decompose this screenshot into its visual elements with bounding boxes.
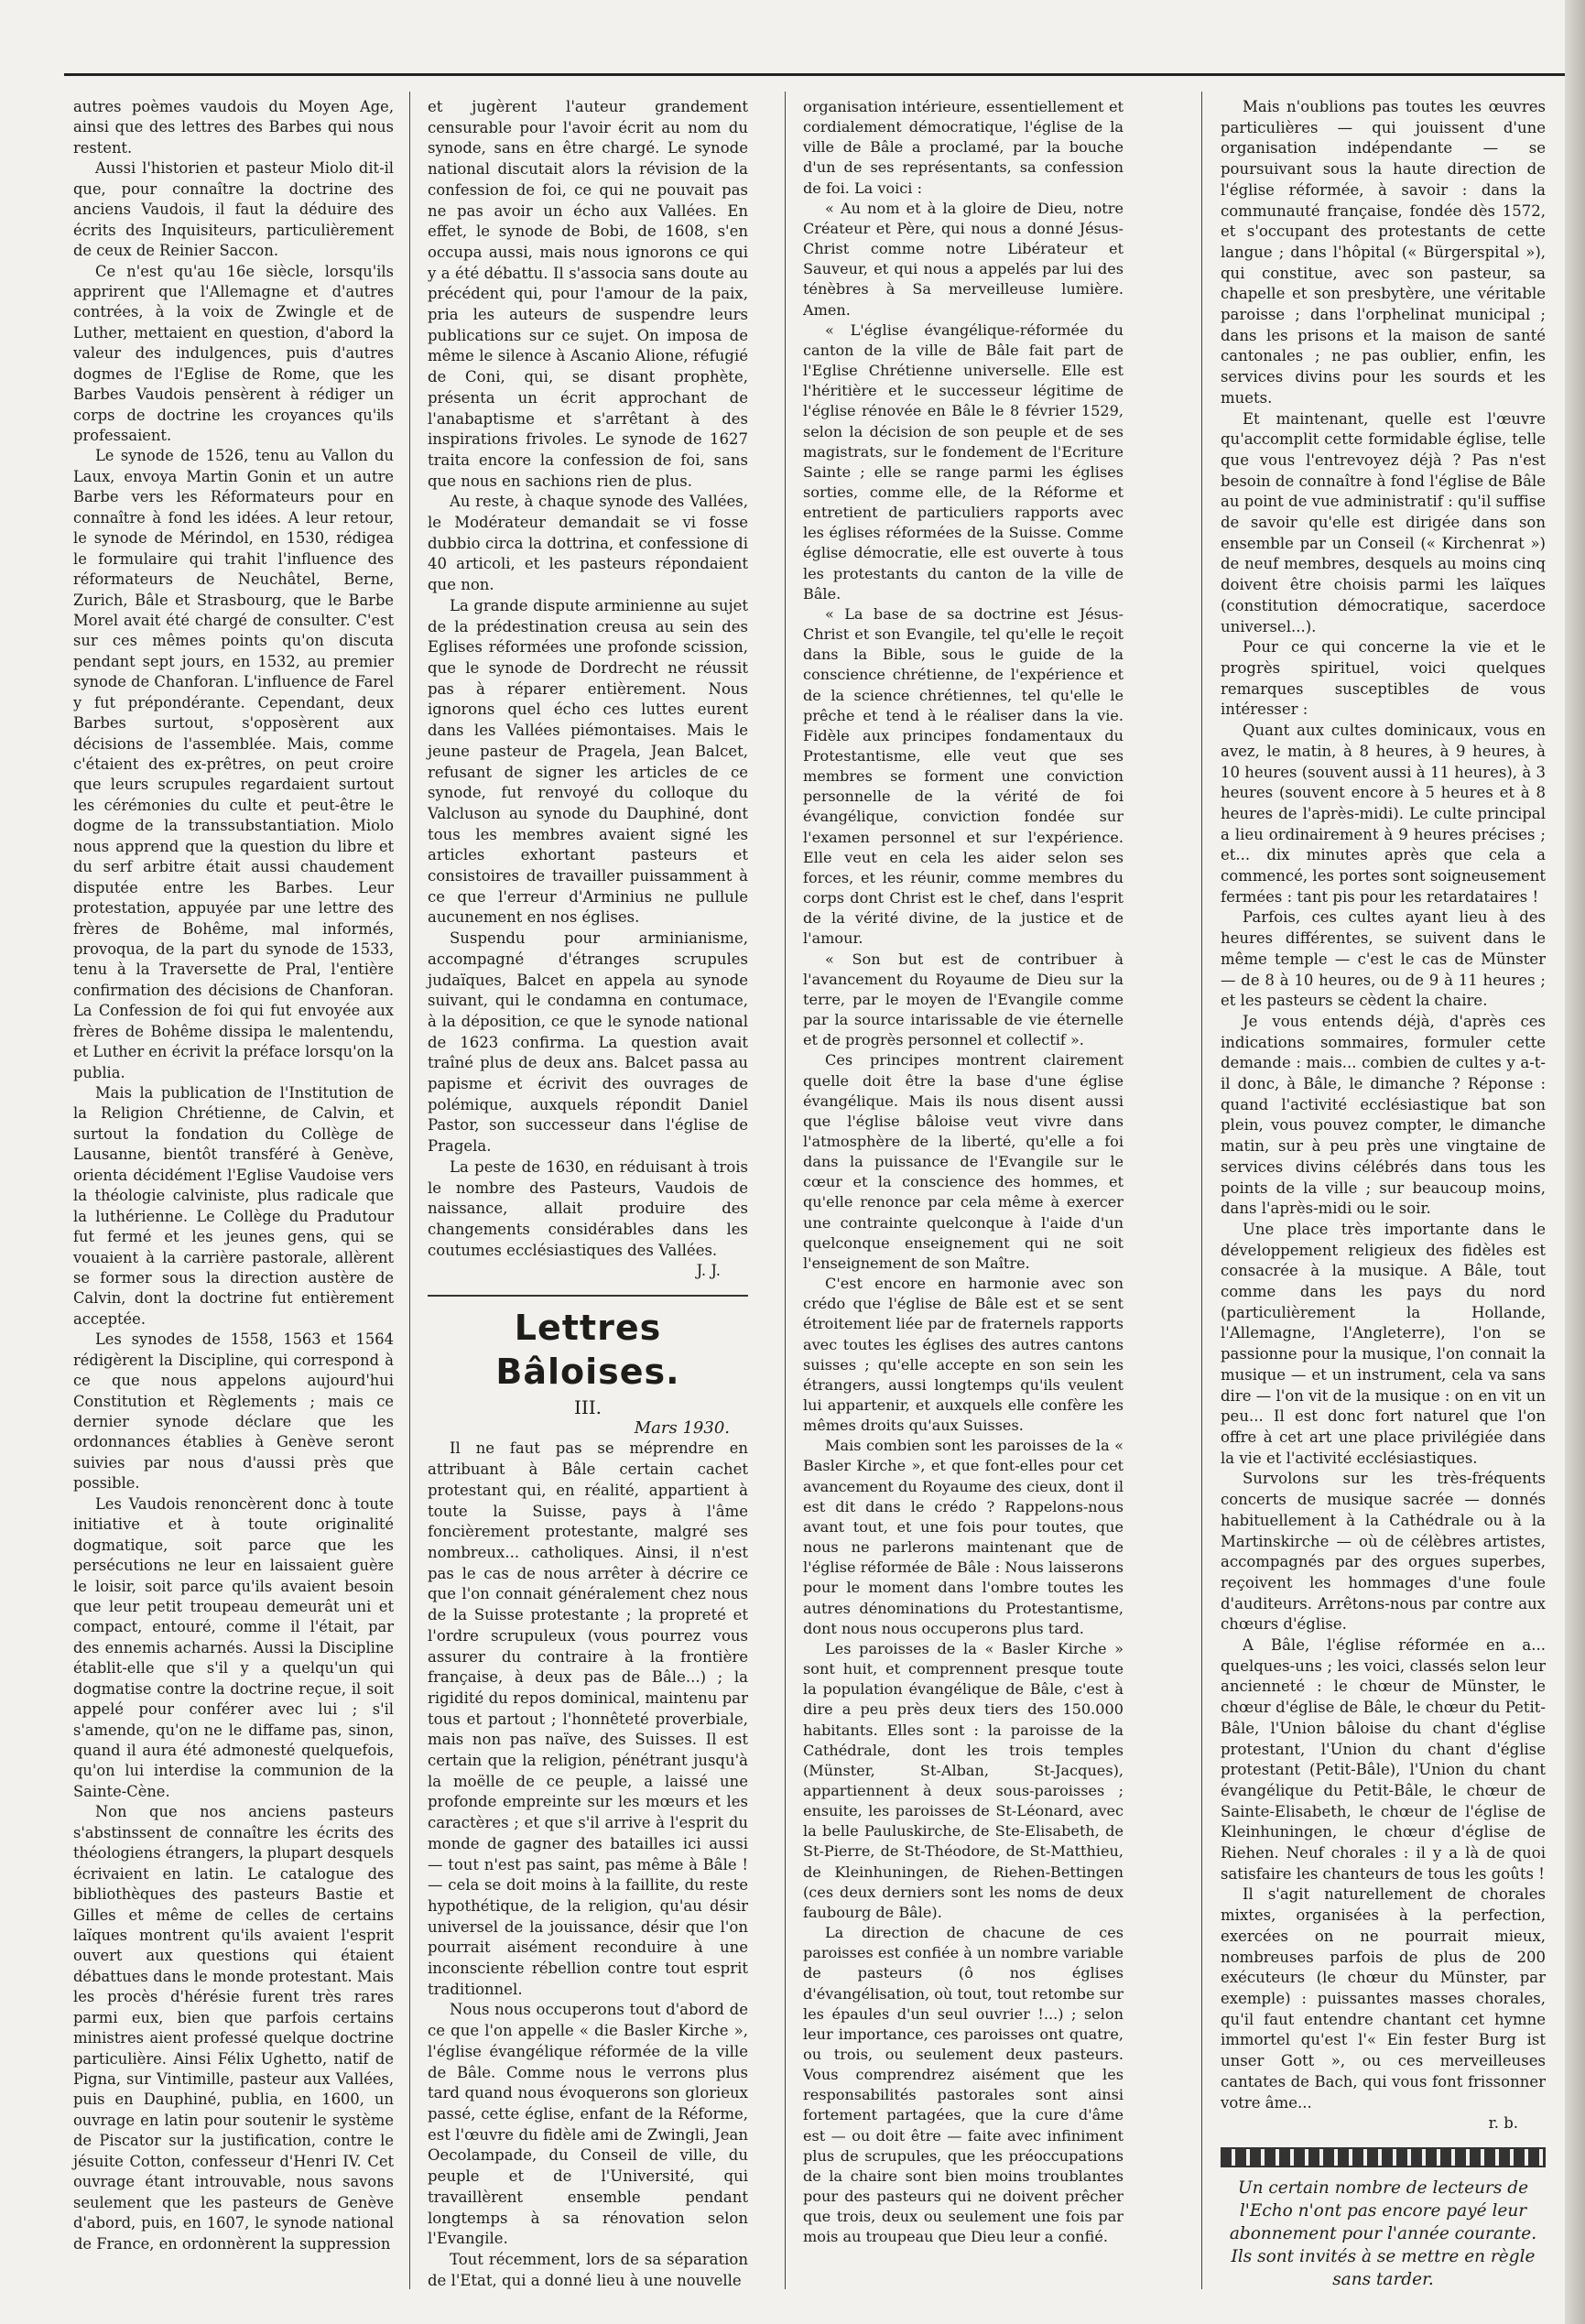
paragraph: « Au nom et à la gloire de Dieu, notre Créateur et Père, qui nous a donné Jésus-Christ comme notre Libérateur et Sauveur, et qui nous a appelés par lui des ténèbres à Sa merveilleuse lumière. Amen. (803, 199, 1124, 319)
paragraph: A Bâle, l'église réformée en a... quelques-uns ; les voici, classés selon leur ancienneté : le chœur de Münster, le chœur d'église de Bâle, le chœur du Petit-Bâle, l'Union bâloise du chant d'église protestant, l'Union du chant d'église protestant (Petit-Bâle), l'Union du chant évangélique du Petit-Bâle, le chœur de Sainte-Elisabeth, le chœur de l'église de Kleinhuningen, le chœur d'église de Riehen. Neuf chorales : il y a là de quoi satisfaire les chanteurs de tous les goûts ! (1221, 1636, 1546, 1883)
paragraph: « La base de sa doctrine est Jésus-Christ et son Evangile, tel qu'elle le reçoit dans la Bible, sous le guide de la conscience chrétienne, de l'expérience et de la science chrétiennes, tel qu'elle le prêche et tend à le réaliser dans la vie. Fidèle aux principes fondamentaux du Protestantisme, elle veut que ses membres se forment une conviction personnelle de la vérité de foi évangélique, conviction fondée sur l'examen personnel et sur l'expérience. Elle veut en cela les aider selon ses forces, et les réunir, comme membres du corps dont Christ est le chef, dans l'esprit de la vérité divine, de la justice et de l'amour. (803, 604, 1124, 948)
paragraph: Survolons sur les très-fréquents concerts de musique sacrée — donnés habituellement à la Cathédrale ou à la Martinskirche — où de célèbres artistes, accompagnés par des orgues superbes, reçoivent les hommages d'une foule d'auditeurs. Arrêtons-nous par contre aux chœurs d'église. (1221, 1470, 1546, 1634)
paragraph: autres poèmes vaudois du Moyen Age, ainsi que des lettres des Barbes qui nous restent. (73, 98, 394, 157)
paragraph: Il s'agit naturellement de chorales mixtes, organisées à la perfection, exercées on ne pourrait mieux, nombreuses parfois de plus de 200 exécuteurs (le chœur du Münster, par exemple) : puissantes masses chorales, qu'il faut entendre chantant cet hymne immortel qu'est l'« Ein fester Burg ist unser Gott », ou ces merveilleuses cantates de Bach, qui vous font frissonner votre âme... (1221, 1885, 1546, 2112)
paragraph: Mais la publication de l'Institution de la Religion Chrétienne, de Calvin, et surtout la fondation du Collège de Lausanne, bientôt transféré à Genève, orienta décidément l'Eglise Vaudoise vers la théologie calviniste, plus radicale que la luthérienne. Le Collège du Pradutour fut fermé et les jeunes gens, qui se vouaient à la carrière pastorale, allèrent se former sous la direction austère de Calvin, dont la doctrine fut entièrement acceptée. (73, 1084, 394, 1328)
paragraph: Aussi l'historien et pasteur Miolo dit-il que, pour connaître la doctrine des anciens Vaudois, il faut la déduire des écrits des Inquisiteurs, particulièrement de ceux de Reinier Saccon. (73, 159, 394, 260)
paragraph: Le synode de 1526, tenu au Vallon du Laux, envoya Martin Gonin et un autre Barbe vers les Réformateurs pour en connaître à fond les idées. A leur retour, le synode de Mérindol, en 1530, rédigea le formulaire qui trahit l'influence des réformateurs de Neuchâtel, Berne, Zurich, Bâle et Strasbourg, que le Barbe Morel avait été chargé de consulter. C'est sur ces mêmes points qu'on discuta pendant sept jours, en 1532, au premier synode de Chanforan. L'influence de Farel y fut prépondérante. Cependant, deux Barbes surtout, s'opposèrent aux décisions de l'assemblée. Mais, comme c'étaient des ex-prêtres, on peut croire que leurs scrupules regardaient surtout les cérémonies du culte et peut-être le dogme de la transsubstantiation. Miolo nous apprend que la question du libre et du serf arbitre était aussi chaudement disputée entre les Barbes. Leur protestation, appuyée par une lettre des frères de Bohême, mal informés, provoqua, de la part du synode de 1533, tenu à la Traversette de Pral, l'entière confirmation des décisions de Chanforan. La Confession de foi qui fut envoyée aux frères de Bohême dissipa le malentendu, et Luther en écrivit la préface lorsqu'on la publia. (73, 447, 394, 1081)
top-rule (64, 73, 1566, 76)
paragraph: Pour ce qui concerne la vie et le progrès spirituel, voici quelques remarques susceptibles de vous intéresser : (1221, 638, 1546, 719)
paragraph: Quant aux cultes dominicaux, vous en avez, le matin, à 8 heures, à 9 heures, à 10 heures (souvent aussi à 11 heures), à 3 heures (souvent encore à 5 heures et à 8 heures de l'après-midi). Le culte principal a lieu ordinairement à 9 heures précises ; et... dix minutes après que cela a commencé, les portes sont soigneusement fermées : tant pis pour les retardataires ! (1221, 722, 1546, 906)
paragraph: Il ne faut pas se méprendre en attribuant à Bâle certain cachet protestant qui, en réalité, appartient à toute la Suisse, pays à l'âme foncièrement protestante, malgré ses nombreux... catholiques. Ainsi, il n'est pas le cas de nous arrêter à décrire ce que l'on connait généralement chez nous de la Suisse protestante ; la propreté et l'ordre scrupuleux (vous pourrez vous assurer du contraire à la frontière française, à deux pas de Bâle...) ; la rigidité du repos dominical, maintenu par tous et partout ; l'honnêteté proverbiale, mais non pas naïve, des Suisses. Il est certain que la religion, pénétrant jusqu'à la moëlle de ce peuple, a laissé une profonde empreinte sur les mœurs et les caractères ; et que s'il arrive à l'esprit du monde de gagner des batailles ici aussi — tout n'est pas saint, pas même à Bâle ! — cela se doit moins à la faillite, du reste hypothétique, de la religion, qu'au désir universel de la jouissance, désir que l'on pourrait aisément reconduire à une inconsciente rébellion contre tout esprit traditionnel. (428, 1439, 748, 1998)
paragraph: et jugèrent l'auteur grandement censurable pour l'avoir écrit au nom du synode, sans en être chargé. Le synode national discutait alors la révision de la confession de foi, ce qui ne pouvait pas ne pas avoir un écho aux Vallées. En effet, le synode de Bobi, de 1608, s'en occupa aussi, mais nous ignorons ce qui y a été débattu. Il s'associa sans doute au précédent qui, pour l'amour de la paix, pria les auteurs de suspendre leurs publications sur ce sujet. On imposa de même le silence à Ascanio Alione, réfugié de Coni, qui, se disant prophète, présenta un écrit approchant de l'anabaptisme et s'arrêtant à des inspirations frivoles. Le synode de 1627 traita encore la confession de foi, sans que nous en sachions rien de plus. (428, 98, 748, 490)
paragraph: Mais combien sont les paroisses de la « Basler Kirche », et que font-elles pour cet avancement du Royaume des cieux, dont il est dit dans le crédo ? Rappelons-nous avant tout, et une fois pour toutes, que nous ne parlerons maintenant que de l'église réformée de Bâle : Nous laisserons pour le moment dans l'ombre toutes les autres dénominations du Protestantisme, dont nous nous occuperons plus tard. (803, 1437, 1124, 1637)
article-signature: r. b. (1488, 2114, 1518, 2133)
paragraph: La direction de chacune de ces paroisses est confiée à un nombre variable de pasteurs (ô nos églises d'évangélisation, où tout, tout retombe sur les épaules d'un seul ouvrier !...) ; selon leur importance, ces paroisses ont quatre, ou trois, ou seulement deux pasteurs. Vous comprendrez aisément que les responsabilités pastorales sont ainsi fortement partagées, que la cure d'âme est — ou doit être — faite avec infiniment plus de scrupules, que les préoccupations de la chaire sont bien moins troublantes pour des pasteurs qui ne doivent prêcher que trois, deux ou seulement une fois par mois au troupeau que Dieu leur a confié. (803, 1924, 1124, 2246)
paragraph: Parfois, ces cultes ayant lieu à des heures différentes, se suivent dans le même temple — c'est le cas de Münster — de 8 à 10 heures, ou de 9 à 11 heures ; et les pasteurs se cèdent la chaire. (1221, 908, 1546, 1010)
paragraph: « Son but est de contribuer à l'avancement du Royaume de Dieu sur la terre, par le moyen de l'Evangile comme par la source intarissable de vie éternelle et de progrès personnel et collectif ». (803, 950, 1124, 1049)
column-divider (1201, 92, 1202, 2289)
paragraph: Les Vaudois renoncèrent donc à toute initiative et à toute originalité dogmatique, soit parce que les persécutions ne leur en laissaient guère le loisir, soit parce qu'ils avaient besoin que leur petit troupeau demeurât uni et compact, entouré, comme il l'était, par des ennemis acharnés. Aussi la Discipline établit-elle que s'il y a quelqu'un qui dogmatise contre la doctrine reçue, il soit appelé pour conférer avec lui ; s'il s'amende, qu'on ne le diffame pas, sinon, quand il aura été admonesté quelquefois, qu'on lui interdise la communion de la Sainte-Cène. (73, 1494, 394, 1800)
paragraph: La peste de 1630, en réduisant à trois le nombre des Pasteurs, Vaudois de naissance, allait produire des changements considérables dans les coutumes ecclésiastiques des Vallées. (428, 1157, 748, 1259)
paragraph: Tout récemment, lors de sa séparation de l'Etat, qui a donné lieu à une nouvelle (428, 2250, 748, 2289)
paragraph: Ce n'est qu'au 16e siècle, lorsqu'ils apprirent que l'Allemagne et d'autres contrées, à la voix de Zwingle et de Luther, mettaient en question, d'abord la valeur des indulgences, puis d'autres dogmes de l'Eglise de Rome, que les Barbes Vaudois pensèrent à rédiger un corps de doctrine les croyances qu'ils professaient. (73, 262, 394, 444)
paragraph: Nous nous occuperons tout d'abord de ce que l'on appelle « die Basler Kirche », l'église évangélique réformée de la ville de Bâle. Comme nous le verrons plus tard quand nous évoquerons son glorieux passé, cette église, enfant de la Réforme, est l'œuvre du fidèle ami de Zwingli, Jean Oecolampade, du Conseil de ville, du peuple et de l'Université, qui travaillèrent ensemble pendant longtemps à sa rénovation selon l'Evangile. (428, 2001, 748, 2248)
paragraph: Et maintenant, quelle est l'œuvre qu'accomplit cette formidable église, telle que vous l'entrevoyez déjà ? Pas n'est besoin de connaître à fond l'église de Bâle au point de vue administratif : qu'il suffise de savoir qu'elle est dirigée dans son ensemble par un Conseil (« Kirchenrat ») de neuf membres, desquels au moins cinq doivent être choisis parmi les laïques (constitution démocratique, sacerdoce universel...). (1221, 409, 1546, 635)
paragraph: Mais n'oublions pas toutes les œuvres particulières — qui jouissent d'une organisation indépendante — se poursuivant sous la haute direction de l'église réformée, à savoir : dans la communauté française, fondée dès 1572, et s'occupant des protestants de cette langue ; dans l'hôpital (« Bürgerspital »), qui constitue, avec son pasteur, sa chapelle et son presbytère, une véritable paroisse ; dans l'orphelinat municipal ; dans les prisons et la maison de santé cantonales ; ne pas oublier, enfin, les services divins pour les sourds et les muets. (1221, 98, 1546, 407)
subscription-notice: Un certain nombre de lecteurs de l'Echo n'ont pas encore payé leur abonnement pour l'année courante. Ils sont invités à se mettre en règle sans tarder. (1229, 2177, 1537, 2289)
paragraph: organisation intérieure, essentiellement et cordialement démocratique, l'église de la ville de Bâle a proclamé, par la bouche d'un de ses représentants, sa confession de foi. La voici : (803, 98, 1124, 197)
paragraph: Non que nos anciens pasteurs s'abstinssent de connaître les écrits des théologiens étrangers, la plupart desquels écrivaient en latin. Le catalogue des bibliothèques des pasteurs Bastie et Gilles et même de celles de certains laïques montrent qu'ils avaient l'esprit ouvert aux questions qui étaient débattues dans le monde protestant. Mais les procès d'hérésie furent très rares parmi eux, bien que parfois certains ministres aient professé quelque doctrine particulière. Ainsi Félix Ughetto, natif de Pigna, sur Vintimille, pasteur aux Vallées, puis en Dauphiné, publia, en 1600, un ouvrage en latin pour soutenir le système de Piscator sur la justification, contre le jésuite Cotton, confesseur d'Henri IV. Cet ouvrage étant introuvable, nous savons seulement que les pasteurs de Genève d'abord, puis, en 1607, le synode national de France, en ordonnèrent la suppression (73, 1803, 394, 2253)
paragraph: Les paroisses de la « Basler Kirche » sont huit, et comprennent presque toute la population évangélique de Bâle, c'est à dire a peu près deux tiers des 150.000 habitants. Elles sont : la paroisse de la Cathédrale, dont les trois temples (Münster, St-Alban, St-Jacques), appartiennent à deux sous-paroisses ; ensuite, les paroisses de St-Léonard, avec la belle Pauluskirche, de Ste-Elisabeth, de St-Pierre, de St-Théodore, de St-Matthieu, de Kleinhuningen, de Riehen-Bettingen (ces deux derniers sont les noms de deux faubourg de Bâle). (803, 1639, 1124, 1921)
paragraph: Une place très importante dans le développement religieux des fidèles est consacrée à la musique. A Bâle, tout comme dans les pays du nord (particulièrement la Hollande, l'Allemagne, l'Angleterre), l'on se passionne pour la musique, l'on connait la musique — et un instrument, cela va sans dire — l'on vit de la musique : on en vit un peu... Il est donc fort naturel que l'on offre à cet art une place privilégiée dans la vie et l'activité ecclésiastiques. (1221, 1220, 1546, 1467)
ornamental-divider (1221, 2147, 1546, 2167)
paragraph: Suspendu pour arminianisme, accompagné d'étranges scrupules judaïques, Balcet en appela au synode suivant, qui le condamna en contumace, à la déposition, ce que le synode national de 1623 confirma. La question avait traîné plus de deux ans. Balcet passa au papisme et écrivit des ouvrages de polémique, auxquels répondit Daniel Pastor, son successeur dans l'église de Pragela. (428, 929, 748, 1156)
section-date: Mars 1930. (634, 1417, 730, 1438)
paragraph: Ces principes montrent clairement quelle doit être la base d'une église évangélique. Mais ils nous disent aussi que l'église bâloise veut vivre dans l'atmosphère de la liberté, qu'elle a foi dans la puissance de l'Evangile sur le cœur et la conscience des hommes, et qu'elle renonce par cela même à exercer une contrainte quelconque à l'aide d'un quelconque enseignement qui ne soit l'enseignement de son Maître. (803, 1051, 1124, 1272)
column-3 (803, 97, 1124, 2248)
paragraph: La grande dispute arminienne au sujet de la prédestination creusa au sein des Eglises réformées une profonde scission, que le synode de Dordrecht ne réussit pas à réparer entièrement. Nous ignorons quel écho ces luttes eurent dans les Vallées piémontaises. Mais le jeune pasteur de Pragela, Jean Balcet, refusant de signer les articles de ce synode, fut renvoyé du colloque du Valcluson au synode du Dauphiné, dont tous les membres avaient signé les articles exhortant pasteurs et consistoires de travailler puissamment à ce que l'erreur d'Arminius ne pullule aucunement en nos églises. (428, 596, 748, 927)
section-number: III. (573, 1396, 603, 1419)
section-divider (428, 1295, 748, 1297)
paragraph: C'est encore en harmonie avec son crédo que l'église de Bâle est et se sent étroitement liée par de fraternels rapports avec toutes les églises des autres cantons suisses ; qu'elle accepte en son sein les étrangers, aussi longtemps qu'ils veulent lui appartenir, et auxquels elle confère les mêmes droits qu'aux Suisses. (803, 1275, 1124, 1435)
article-signature: J. J. (696, 1262, 721, 1280)
column-divider (785, 92, 786, 2289)
paragraph: Je vous entends déjà, d'après ces indications sommaires, formuler cette demande : mais... combien de cultes y a-t-il donc, à Bâle, le dimanche ? Réponse : quand l'activité ecclésiastique bat son plein, vous pouvez compter, le dimanche matin, sur à peu près une vingtaine de services divins célébrés dans tous les points de la ville ; sur beaucoup moins, dans l'après-midi ou le soir. (1221, 1012, 1546, 1218)
column-4 (1221, 97, 1546, 2291)
page-edge-shadow (1565, 0, 1585, 2324)
column-divider (409, 92, 410, 2289)
paragraph: Les synodes de 1558, 1563 et 1564 rédigèrent la Discipline, qui correspond à ce que nous appelons aujourd'hui Constitution et Règlements ; mais ce dernier synode déclare que les ordonnances établies à Genève seront suivies par nous d'aussi près que possible. (73, 1330, 394, 1493)
column-2 (428, 97, 748, 2291)
column-1 (73, 97, 394, 2254)
paragraph: « L'église évangélique-réformée du canton de la ville de Bâle fait part de l'Eglise Chrétienne universelle. Elle est l'héritière et le successeur légitime de l'église rénovée en Bâle le 8 février 1529, selon la décision de son peuple et de ses magistrats, sur le fondement de l'Ecriture Sainte ; elle se range parmi les églises sorties, comme elle, de la Réforme et entretient de particuliers rapports avec les églises réformées de la Suisse. Comme église démocratie, elle est ouverte à tous les protestants du canton de la ville de Bâle. (803, 320, 1124, 603)
paragraph: Au reste, à chaque synode des Vallées, le Modérateur demandait se vi fosse dubbio circa la dottrina, et confessione di 40 articoli, et les pasteurs répondaient que non. (428, 493, 748, 594)
section-title: Lettres Bâloises. (495, 1308, 680, 1393)
